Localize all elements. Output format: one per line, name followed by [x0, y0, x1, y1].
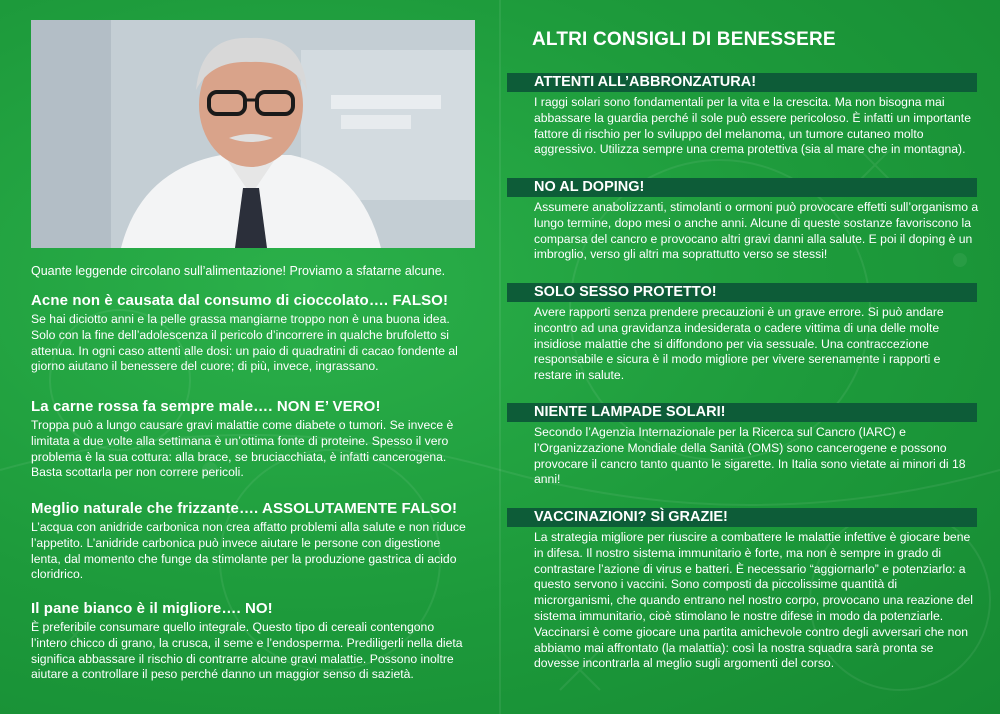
right-column-title: ALTRI CONSIGLI DI BENESSERE [532, 29, 836, 50]
myth-section-acne [31, 292, 471, 375]
myth-title: Acne non è causata dal consumo di cioccolato…. FALSO! [31, 292, 449, 309]
doctor-photo [31, 20, 475, 248]
myth-body: L’acqua con anidride carbonica non crea affatto problemi alla salute e non riduce l’appetito. L’anidride carbonica può invece aiutare le persone con digestione lenta, dal momento che funge da stimolante per la produzione gastrica di acido cloridrico. [31, 520, 466, 582]
tip-section-vaccinations [507, 508, 977, 672]
tip-body: La strategia migliore per riuscire a combattere le malattie infettive è giocare bene in difesa. Il nostro sistema immunitario è forte, ma non è sempre in grado di contrastare l’azione di virus e batteri. È necessario “aggiornarlo” e potenziarlo: a questo servono i vaccini. Sono composti da piccolissime quantità di microrganismi, che quando entrano nel nostro corpo, provocano una reazione del sistema immunitario, cioè stimolano le nostre difese in modo da potenziarle. Vaccinarsi è come giocare una partita amichevole contro degli avversari che non abbiamo mai affrontato (la malattia): così la nostra squadra sarà pronta se dovesse incontrarla al meglio sugli argomenti del corso. [534, 530, 974, 671]
myth-body: Se hai diciotto anni e la pelle grassa mangiarne troppo non è una buona idea. Solo con la fine dell’adolescenza il pericolo d’incorrere in qualche brufoletto si attenua. In ogni caso attenti alle dosi: un paio di quadratini di cacao fondente al giorno aiutano il benessere del cuore; di più, invece, ingrassano. [31, 312, 458, 374]
myth-section-white-bread [31, 600, 471, 683]
tip-body: I raggi solari sono fondamentali per la vita e la crescita. Ma non bisogna mai abbassare la guardia perché il sole può essere pericoloso. È infatti un importante fattore di rischio per lo sviluppo del melanoma, un tumore cutaneo molto aggressivo. Utilizza sempre una crema protettiva (sia al mare che in montagna). [534, 95, 971, 157]
tip-section-tanning-beds [507, 403, 977, 488]
myth-title: Meglio naturale che frizzante…. ASSOLUTAMENTE FALSO! [31, 500, 458, 517]
tip-section-doping [507, 178, 977, 263]
tip-body: Assumere anabolizzanti, stimolanti o ormoni può provocare effetti sull’organismo a lungo termine, dopo mesi o anche anni. Alcune di queste sostanze favoriscono la comparsa del cancro e provocano altri gravi danni alla salute. E poi il doping è un imbroglio, verso gli altri ma soprattutto verso se stessi! [534, 200, 979, 262]
myth-section-red-meat [31, 398, 471, 481]
myth-title: La carne rossa fa sempre male…. NON E’ VERO! [31, 398, 381, 415]
myth-body: È preferibile consumare quello integrale. Questo tipo di cereali contengono l’intero chicco di grano, la crusca, il seme e l’endosperma. Prediligerli nella dieta significa abbassare il rischio di contrarre alcune gravi malattie. Possono inoltre aiutare a controllare il peso perché danno un maggior senso di sazietà. [31, 620, 463, 682]
tip-title: NIENTE LAMPADE SOLARI! [507, 403, 977, 422]
myth-section-sparkling-water [31, 500, 471, 583]
tip-body: Secondo l’Agenzia Internazionale per la Ricerca sul Cancro (IARC) e l’Organizzazione Mondiale della Sanità (OMS) sono cancerogene e possono provocare il cancro tanto quanto le sigarette. In Italia sono vietate ai minori di 18 anni! [534, 425, 966, 487]
tip-title: SOLO SESSO PROTETTO! [507, 283, 977, 302]
tip-title: NO AL DOPING! [507, 178, 977, 197]
tip-title: ATTENTI ALL’ABBRONZATURA! [507, 73, 977, 92]
intro-text: Quante leggende circolano sull’alimentazione! Proviamo a sfatarne alcune. [31, 264, 446, 278]
tip-body: Avere rapporti senza prendere precauzioni è un grave errore. Si può andare incontro ad una gravidanza indesiderata o cadere vittima di una delle molte insidiose malattie che si diffondono per via sessuale. Una contraccezione responsabile e sicura è il modo migliore per vivere serenamente i rapporti e restare in salute. [534, 305, 944, 383]
tip-title: VACCINAZIONI? SÌ GRAZIE! [507, 508, 977, 527]
myth-title: Il pane bianco è il migliore…. NO! [31, 600, 273, 617]
tip-section-protected-sex [507, 283, 977, 384]
tip-section-tanning [507, 73, 977, 158]
myth-body: Troppa può a lungo causare gravi malattie come diabete o tumori. Se invece è limitata a due volte alla settimana è un’ottima fonte di proteine. Spesso il vero problema è la sua cottura: alla brace, se bruciacchiata, è infatti cancerogena. Basta scottarla per non correre pericoli. [31, 418, 454, 480]
